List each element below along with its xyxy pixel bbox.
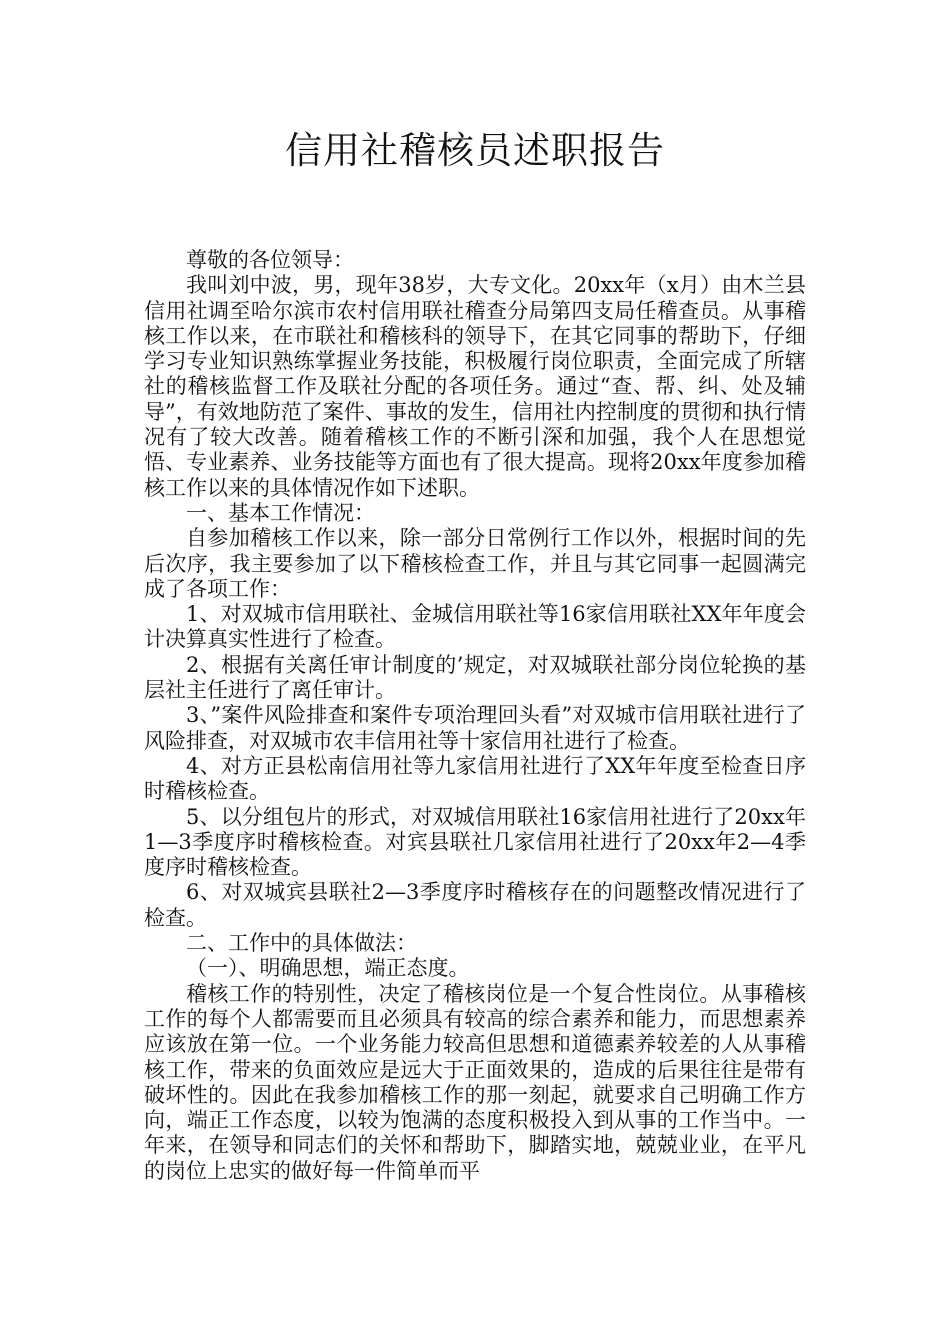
list-item-6: 6、对双城宾县联社2—3季度序时稽核存在的问题整改情况进行了检查。 (144, 880, 806, 930)
paragraph-intro: 我叫刘中波，男，现年38岁，大专文化。20xx年（x月）由木兰县信用社调至哈尔滨市农村信用联社稽查分局第四支局任稽查员。从事稽核工作以来，在市联社和稽核科的领导下，在其它同事的帮助下，仔细学习专业知识熟练掌握业务技能，积极履行岗位职责，全面完成了所辖社的稽核监督工作及联社分配的各项任务。通过“查、帮、纠、处及辅导”，有效地防范了案件、事故的发生，信用社内控制度的贯彻和执行情况有了较大改善。随着稽核工作的不断引深和加强，我个人在思想觉悟、专业素养、业务技能等方面也有了很大提高。现将20xx年度参加稽核工作以来的具体情况作如下述职。 (144, 273, 806, 500)
paragraph-basic-work: 自参加稽核工作以来，除一部分日常例行工作以外，根据时间的先后次序，我主要参加了以下稽核检查工作，并且与其它同事一起圆满完成了各项工作： (144, 526, 806, 601)
list-item-1: 1、对双城市信用联社、金城信用联社等16家信用联社XX年年度会计决算真实性进行了检查。 (144, 602, 806, 652)
salutation: 尊敬的各位领导： (186, 248, 354, 272)
subsection-heading-attitude: （一）、明确思想，端正态度。 (186, 956, 470, 981)
list-item-4: 4、对方正县松南信用社等九家信用社进行了XX年年度至检查日序时稽核检查。 (144, 753, 806, 804)
list-item-3: 3、”案件风险排查和案件专项治理回头看”对双城市信用联社进行了风险排查，对双城市农丰信用社等十家信用社进行了检查。 (144, 703, 806, 753)
list-item-5: 5、以分组包片的形式，对双城信用联社16家信用社进行了20xx年1—3季度序时稽核检查。对宾县联社几家信用社进行了20xx年2—4季度序时稽核检查。 (144, 804, 806, 880)
paragraph-attitude: 稽核工作的特别性，决定了稽核岗位是一个复合性岗位。从事稽核工作的每个人都需要而且必须具有较高的综合素养和能力，而思想素养应该放在第一位。一个业务能力较高但思想和道德素养较差的人从事稽核工作，带来的负面效应是远大于正面效果的，造成的后果往往是带有破坏性的。因此在我参加稽核工作的那一刻起，就要求自己明确工作方向，端正工作态度，以较为饱满的态度积极投入到从事的工作当中。一年来，在领导和同志们的关怀和帮助下，脚踏实地，兢兢业业，在平凡的岗位上忠实的做好每一件简单而平 (144, 981, 806, 1183)
document-title: 信用社稽核员述职报告 (285, 129, 665, 172)
list-item-2: 2、根据有关离任审计制度的’规定，对双城联社部分岗位轮换的基层社主任进行了离任审计。 (144, 652, 806, 703)
document-body (144, 248, 806, 1184)
section-heading-basic-work: 一、基本工作情况： (186, 500, 375, 525)
section-heading-practices: 二、工作中的具体做法： (186, 931, 417, 956)
